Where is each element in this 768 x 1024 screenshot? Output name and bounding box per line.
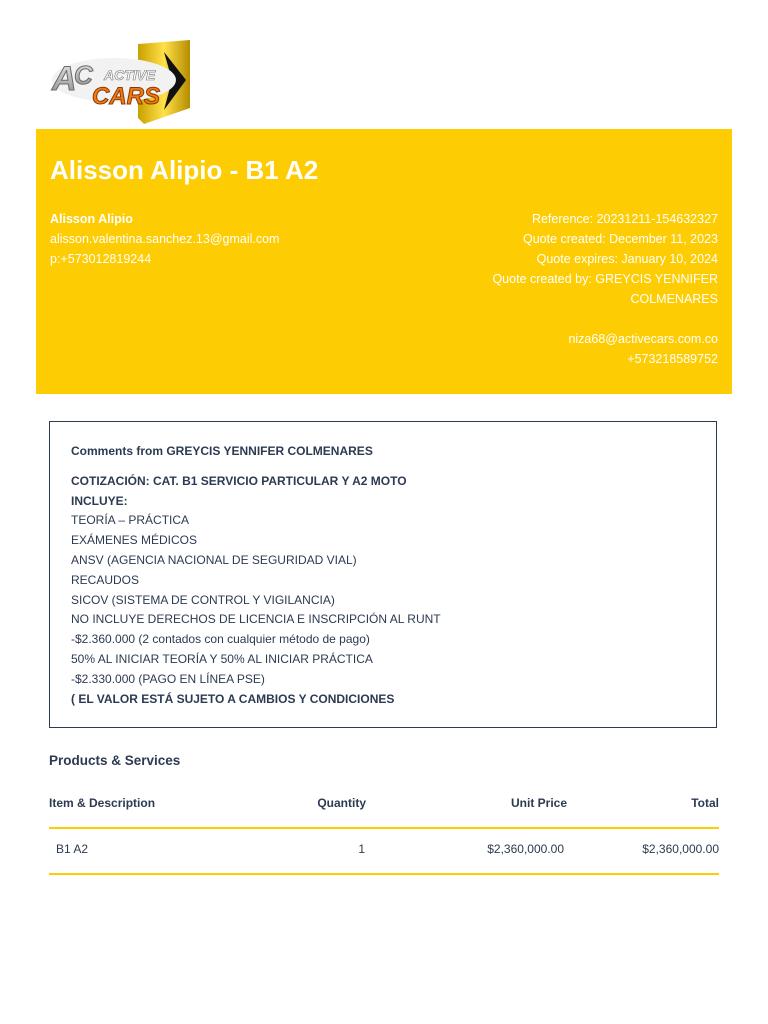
comment-line: INCLUYE:	[71, 493, 128, 508]
client-name: Alisson Alipio	[50, 212, 133, 226]
comments-box	[49, 421, 717, 728]
row-quantity: 1	[358, 842, 365, 856]
client-email[interactable]: alisson.valentina.sanchez.13@gmail.com	[50, 232, 280, 246]
column-header-quantity: Quantity	[317, 796, 366, 810]
client-contact	[50, 209, 279, 269]
row-total: $2,360,000.00	[642, 842, 719, 856]
comment-line: ANSV (AGENCIA NACIONAL DE SEGURIDAD VIAL)	[71, 552, 357, 567]
products-title: Products & Services	[49, 753, 181, 768]
client-phone[interactable]: p:+573012819244	[50, 252, 152, 266]
logo-top-text: ACTIVE	[104, 67, 156, 83]
quote-header	[36, 129, 732, 394]
svg-text:A: A	[52, 60, 77, 98]
comment-line: -$2.360.000 (2 contados con cualquier método de pago)	[71, 632, 370, 647]
quote-meta	[458, 209, 718, 369]
comment-line: -$2.330.000 (PAGO EN LÍNEA PSE)	[71, 671, 265, 686]
comment-line: SICOV (SISTEMA DE CONTROL Y VIGILANCIA)	[71, 592, 335, 607]
comment-line: TEORÍA – PRÁCTICA	[71, 513, 190, 528]
quote-expires: Quote expires: January 10, 2024	[536, 252, 718, 266]
comment-line: RECAUDOS	[71, 572, 140, 587]
table-divider	[49, 827, 719, 829]
quote-title: Alisson Alipio - B1 A2	[50, 155, 319, 185]
column-header-item: Item & Description	[49, 796, 156, 810]
agent-phone[interactable]: +573218589752	[627, 352, 718, 366]
row-unit-price: $2,360,000.00	[487, 842, 564, 856]
comments-title: Comments from GREYCIS YENNIFER COLMENARES	[71, 444, 373, 458]
comment-line: COTIZACIÓN: CAT. B1 SERVICIO PARTICULAR Y A2 MOTO	[71, 473, 407, 488]
comment-line: NO INCLUYE DERECHOS DE LICENCIA E INSCRIPCIÓN AL RUNT	[71, 612, 441, 627]
svg-text:C: C	[74, 60, 93, 90]
column-header-unit-price: Unit Price	[510, 796, 567, 810]
table-divider	[49, 873, 719, 875]
quote-created-by-name: COLMENARES	[630, 292, 718, 306]
comment-line: 50% AL INICIAR TEORÍA Y 50% AL INICIAR PRÁCTICA	[71, 651, 373, 666]
comment-line: EXÁMENES MÉDICOS	[71, 533, 198, 548]
comment-line: ( EL VALOR ESTÁ SUJETO A CAMBIOS Y CONDICIONES	[71, 691, 395, 706]
agent-email[interactable]: niza68@activecars.com.co	[568, 332, 718, 346]
quote-created-by: Quote created by: GREYCIS YENNIFER	[492, 272, 718, 286]
company-logo	[48, 38, 194, 126]
quote-created: Quote created: December 11, 2023	[522, 232, 718, 246]
quote-reference: Reference: 20231211-154632327	[531, 212, 718, 226]
row-item: B1 A2	[56, 842, 89, 856]
column-header-total: Total	[691, 796, 719, 810]
logo-bottom-text: CARS	[92, 83, 161, 110]
